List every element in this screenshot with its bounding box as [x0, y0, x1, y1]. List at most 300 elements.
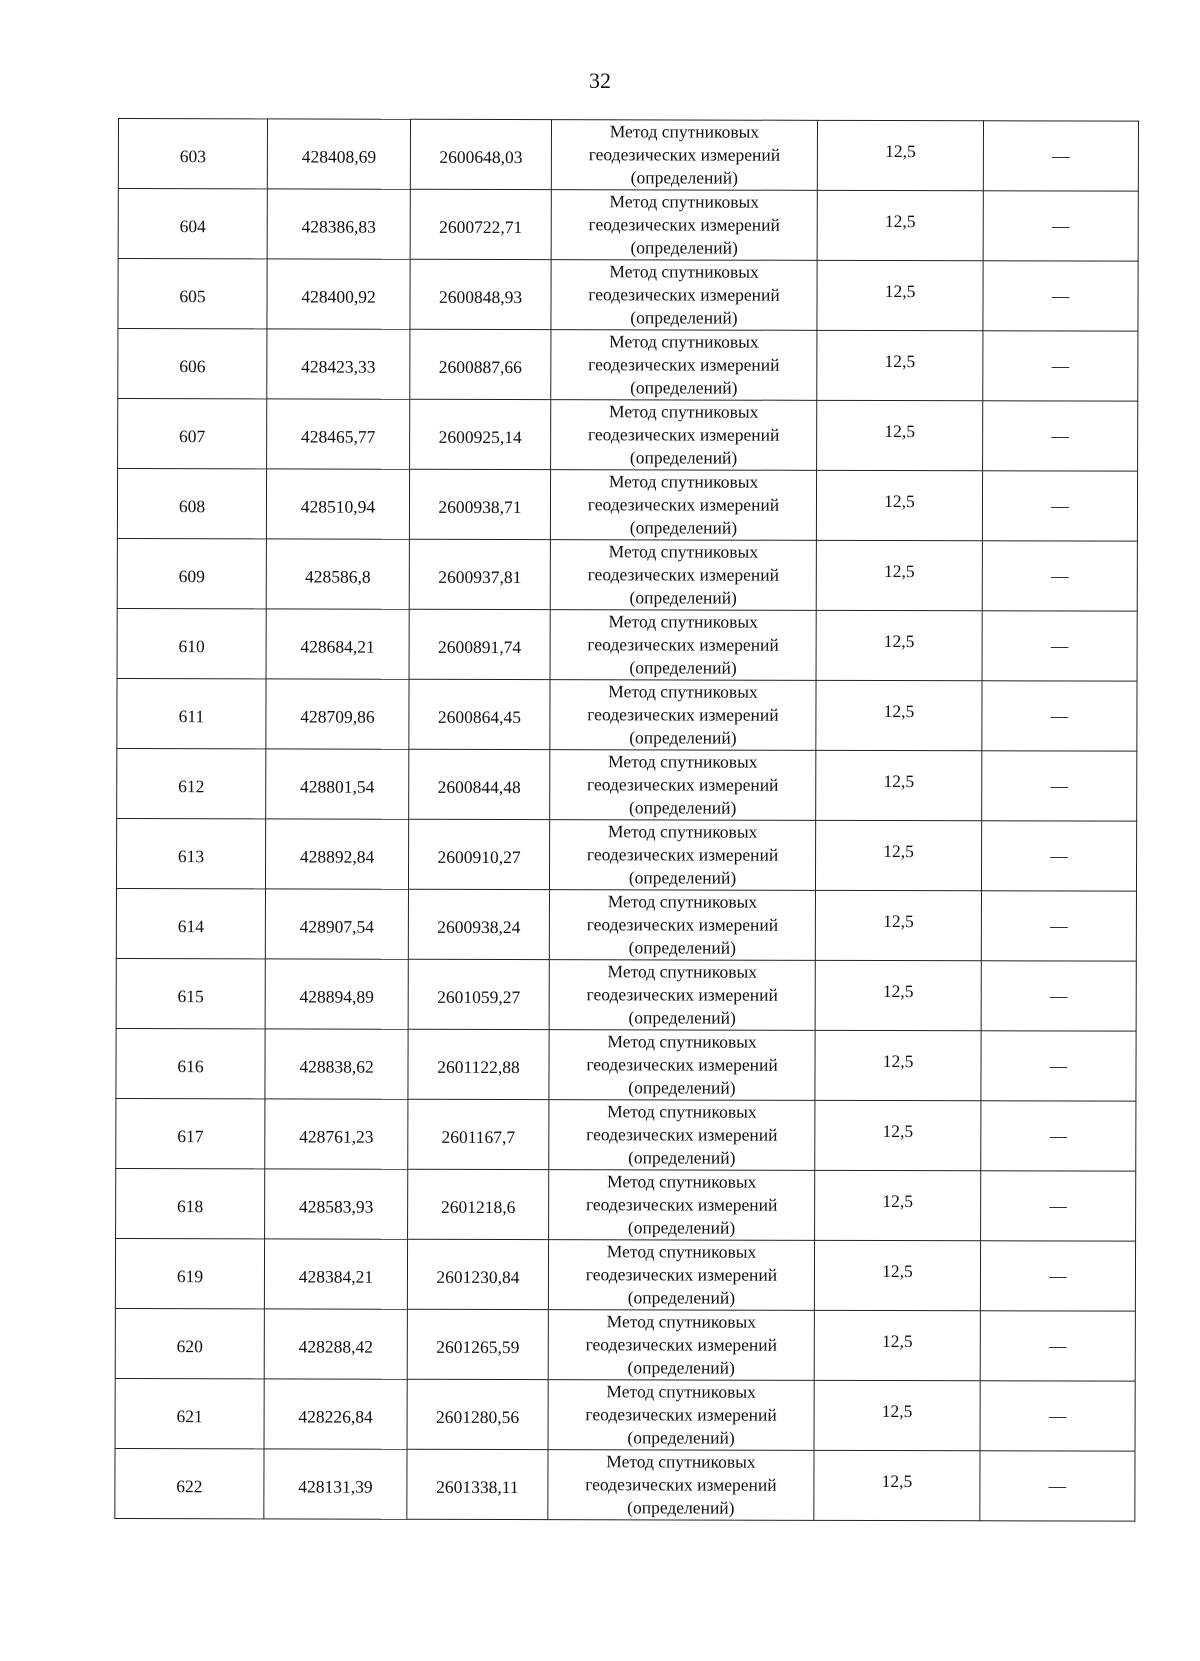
method-text-line: (определений): [627, 1427, 735, 1448]
x-coordinate-cell-text: 428838,62: [299, 1056, 374, 1077]
x-coordinate-cell-text: 428408,69: [301, 146, 377, 167]
method-text-line: (определений): [630, 167, 739, 188]
point-number-cell: [116, 958, 265, 1028]
note-cell: [982, 751, 1137, 821]
x-coordinate-cell: [265, 1029, 408, 1099]
y-coordinate-cell: [410, 259, 551, 329]
method-text-line: геодезических измерений: [585, 1194, 778, 1215]
x-coordinate-cell: [264, 1449, 407, 1519]
method-text-line: Метод спутниковых: [606, 1451, 756, 1472]
accuracy-cell-text: 12,5: [882, 1121, 914, 1142]
method-text-line: геодезических измерений: [587, 494, 780, 515]
note-cell-text: —: [1050, 705, 1069, 726]
method-text-line: геодезических измерений: [585, 1474, 777, 1495]
x-coordinate-cell-text: 428226,84: [298, 1406, 373, 1427]
point-number-cell-text: 620: [176, 1336, 203, 1357]
y-coordinate-cell-text: 2601059,27: [437, 986, 521, 1008]
y-coordinate-cell: [409, 749, 550, 819]
note-cell-text: —: [1050, 635, 1069, 656]
accuracy-cell: [816, 540, 982, 610]
note-cell: [980, 1311, 1135, 1381]
y-coordinate-cell-text: 2600848,93: [438, 286, 523, 308]
x-coordinate-cell-text: 428384,21: [298, 1266, 374, 1287]
y-coordinate-cell-text: 2600887,66: [438, 356, 522, 378]
y-coordinate-cell: [410, 189, 551, 259]
accuracy-cell-text: 12,5: [884, 351, 916, 372]
method-text-line: (определений): [629, 517, 738, 538]
method-text-line: геодезических измерений: [587, 564, 780, 585]
point-number-cell-text: 610: [178, 636, 205, 657]
method-text-line: Метод спутниковых: [609, 331, 759, 352]
y-coordinate-cell-text: 2600938,24: [437, 916, 521, 938]
accuracy-cell-text: 12,5: [884, 281, 916, 302]
method-text-line: (определений): [630, 307, 738, 328]
y-coordinate-cell-text: 2601338,11: [436, 1476, 519, 1498]
point-number-cell: [118, 259, 267, 329]
x-coordinate-cell-text: 428423,33: [301, 356, 376, 377]
note-cell-text: —: [1049, 1125, 1068, 1146]
accuracy-cell: [816, 610, 982, 680]
x-coordinate-cell-text: 428761,23: [299, 1126, 374, 1147]
note-cell-text: —: [1048, 1405, 1067, 1426]
method-text-line: (определений): [629, 587, 737, 608]
method-text-line: геодезических измерений: [586, 1054, 778, 1075]
point-number-cell-text: 614: [177, 916, 205, 937]
point-number-cell: [116, 1168, 265, 1238]
note-cell-text: —: [1050, 775, 1069, 796]
method-text-line: (определений): [630, 377, 738, 398]
table-row: [116, 958, 1136, 1031]
note-cell: [983, 191, 1138, 261]
method-text-line: (определений): [627, 1287, 736, 1308]
method-text-line: геодезических измерений: [585, 1404, 777, 1425]
point-number-cell-text: 619: [176, 1266, 204, 1287]
accuracy-cell: [817, 260, 983, 330]
accuracy-cell-text: 12,5: [882, 981, 914, 1002]
point-number-cell: [116, 1028, 265, 1098]
y-coordinate-cell: [410, 329, 551, 399]
x-coordinate-cell-text: 428907,54: [299, 916, 375, 937]
table-row: [115, 1238, 1135, 1311]
note-cell-text: —: [1051, 495, 1069, 516]
note-cell: [982, 471, 1137, 541]
x-coordinate-cell: [265, 959, 408, 1029]
x-coordinate-cell-text: 428801,54: [300, 776, 375, 797]
table-row: [117, 469, 1137, 542]
y-coordinate-cell: [408, 819, 549, 889]
table-row: [116, 1028, 1136, 1101]
accuracy-cell: [814, 1450, 980, 1520]
accuracy-cell: [817, 400, 983, 470]
note-cell-text: —: [1049, 1055, 1068, 1076]
method-text-line: (определений): [628, 797, 737, 818]
table-row: [117, 678, 1137, 751]
y-coordinate-cell: [408, 1029, 549, 1099]
table-row: [118, 189, 1138, 262]
y-coordinate-cell-text: 2601218,6: [440, 1196, 516, 1218]
accuracy-cell: [815, 890, 981, 960]
method-cell: [548, 1310, 814, 1381]
y-coordinate-cell-text: 2600844,48: [437, 776, 521, 798]
note-cell: [983, 121, 1138, 191]
method-text-line: геодезических измерений: [588, 284, 780, 305]
accuracy-cell: [817, 120, 983, 190]
note-cell-text: —: [1049, 1265, 1067, 1286]
method-text-line: геодезических измерений: [587, 704, 779, 725]
note-cell: [981, 821, 1136, 891]
method-cell: [548, 1380, 814, 1451]
note-cell-text: —: [1049, 1195, 1067, 1216]
y-coordinate-cell: [407, 1239, 548, 1309]
point-number-cell: [116, 818, 265, 888]
table-row: [116, 1098, 1136, 1171]
x-coordinate-cell-text: 428894,89: [299, 986, 374, 1007]
accuracy-cell: [814, 1310, 980, 1380]
method-cell: [549, 1170, 815, 1241]
note-cell-text: —: [1050, 845, 1068, 866]
point-number-cell-text: 616: [177, 1056, 204, 1077]
accuracy-cell-text: 12,5: [882, 1261, 913, 1282]
accuracy-cell-text: 12,5: [884, 421, 916, 442]
method-cell: [549, 1100, 815, 1171]
accuracy-cell-text: 12,5: [884, 211, 916, 232]
x-coordinate-cell: [267, 189, 410, 259]
table-row: [117, 608, 1137, 681]
method-text-line: Метод спутниковых: [606, 1171, 757, 1192]
note-cell: [981, 891, 1136, 961]
note-cell-text: —: [1051, 215, 1070, 236]
y-coordinate-cell: [410, 399, 551, 469]
method-text-line: Метод спутниковых: [609, 121, 760, 142]
y-coordinate-cell: [407, 1309, 548, 1379]
y-coordinate-cell: [408, 889, 549, 959]
accuracy-cell: [815, 960, 981, 1030]
accuracy-cell-text: 12,5: [883, 561, 915, 582]
x-coordinate-cell-text: 428400,92: [301, 286, 376, 307]
note-cell: [983, 331, 1138, 401]
method-text-line: геодезических измерений: [586, 1124, 778, 1145]
accuracy-cell-text: 12,5: [882, 1191, 914, 1212]
note-cell: [980, 1381, 1135, 1451]
note-cell: [981, 1101, 1136, 1171]
point-number-cell-text: 607: [179, 426, 206, 447]
y-coordinate-cell-text: 2600722,71: [439, 216, 523, 238]
point-number-cell: [117, 469, 266, 539]
note-cell: [980, 1241, 1135, 1311]
accuracy-cell-text: 12,5: [885, 141, 916, 162]
table-row: [118, 259, 1138, 332]
y-coordinate-cell: [410, 119, 551, 189]
note-cell-text: —: [1052, 145, 1070, 166]
point-number-cell-text: 608: [178, 496, 206, 517]
point-number-cell: [116, 1098, 265, 1168]
point-number-cell-text: 622: [176, 1476, 203, 1497]
method-text-line: геодезических измерений: [585, 1334, 778, 1355]
point-number-cell-text: 612: [178, 776, 205, 797]
method-text-line: (определений): [627, 1217, 736, 1238]
method-text-line: Метод спутниковых: [606, 1241, 757, 1262]
note-cell-text: —: [1051, 285, 1070, 306]
point-number-cell: [117, 678, 266, 748]
note-cell-text: —: [1048, 1475, 1067, 1496]
method-cell: [548, 1240, 814, 1311]
method-text-line: Метод спутниковых: [608, 541, 759, 562]
method-text-line: геодезических измерений: [586, 844, 779, 865]
method-cell: [548, 1450, 814, 1521]
note-cell: [981, 1031, 1136, 1101]
y-coordinate-cell: [409, 679, 550, 749]
method-text-line: Метод спутниковых: [607, 1031, 757, 1052]
y-coordinate-cell-text: 2600910,27: [437, 846, 521, 868]
y-coordinate-cell-text: 2601265,59: [436, 1336, 520, 1358]
method-text-line: Метод спутниковых: [607, 891, 758, 912]
method-text-line: геодезических измерений: [586, 914, 779, 935]
method-cell: [550, 750, 816, 821]
point-number-cell-text: 611: [178, 706, 205, 727]
method-text-line: (определений): [627, 1357, 735, 1378]
accuracy-cell: [814, 1240, 980, 1310]
note-cell: [983, 401, 1138, 471]
x-coordinate-cell: [265, 889, 408, 959]
point-number-cell-text: 609: [178, 566, 205, 587]
method-text-line: геодезических измерений: [588, 354, 780, 375]
y-coordinate-cell-text: 2600925,14: [438, 426, 522, 448]
method-text-line: геодезических измерений: [588, 214, 780, 235]
note-cell: [981, 1171, 1136, 1241]
method-cell: [551, 330, 817, 401]
accuracy-cell-text: 12,5: [881, 1471, 913, 1492]
method-text-line: Метод спутниковых: [608, 471, 759, 492]
method-text-line: (определений): [629, 657, 737, 678]
x-coordinate-cell-text: 428386,83: [301, 216, 376, 237]
method-text-line: (определений): [630, 237, 738, 258]
note-cell-text: —: [1051, 565, 1069, 586]
accuracy-cell-text: 12,5: [883, 911, 914, 932]
accuracy-cell: [814, 1380, 980, 1450]
y-coordinate-cell: [409, 539, 550, 609]
table-row: [118, 329, 1138, 402]
note-cell: [982, 541, 1137, 611]
accuracy-cell-text: 12,5: [882, 1051, 914, 1072]
method-text-line: Метод спутниковых: [609, 191, 760, 212]
table-row: [116, 818, 1136, 891]
accuracy-cell: [815, 1030, 981, 1100]
table-row: [118, 399, 1138, 472]
point-number-cell-text: 604: [179, 216, 206, 237]
x-coordinate-cell: [264, 1239, 407, 1309]
method-cell: [551, 400, 817, 471]
accuracy-cell-text: 12,5: [883, 841, 914, 862]
page-number: 32: [589, 68, 611, 93]
x-coordinate-cell: [266, 679, 409, 749]
x-coordinate-cell-text: 428684,21: [300, 636, 375, 657]
note-cell: [983, 261, 1138, 331]
table-row: [118, 119, 1138, 192]
method-text-line: Метод спутниковых: [607, 961, 758, 982]
note-cell-text: —: [1050, 915, 1068, 936]
x-coordinate-cell: [265, 1099, 408, 1169]
accuracy-cell-text: 12,5: [881, 1401, 913, 1422]
method-text-line: (определений): [628, 867, 737, 888]
method-cell: [550, 680, 816, 751]
table-row: [117, 538, 1137, 611]
point-number-cell: [115, 1238, 264, 1308]
y-coordinate-cell-text: 2601122,88: [437, 1056, 520, 1078]
x-coordinate-cell-text: 428288,42: [298, 1336, 373, 1357]
table-row: [115, 1378, 1135, 1451]
y-coordinate-cell-text: 2601167,7: [441, 1126, 516, 1148]
method-cell: [549, 820, 815, 891]
point-number-cell-text: 606: [179, 356, 206, 377]
method-cell: [551, 120, 817, 191]
note-cell-text: —: [1051, 355, 1070, 376]
note-cell: [980, 1451, 1135, 1521]
method-text-line: геодезических измерений: [587, 424, 780, 445]
method-text-line: Метод спутниковых: [608, 611, 758, 632]
y-coordinate-cell: [407, 1449, 548, 1519]
y-coordinate-cell-text: 2600937,81: [438, 566, 522, 588]
x-coordinate-cell-text: 428583,93: [298, 1196, 374, 1217]
note-cell-text: —: [1051, 425, 1069, 446]
y-coordinate-cell-text: 2600938,71: [438, 496, 522, 518]
point-number-cell-text: 603: [179, 146, 207, 167]
method-text-line: геодезических измерений: [587, 634, 779, 655]
note-cell: [982, 681, 1137, 751]
x-coordinate-cell: [264, 1379, 407, 1449]
coordinates-table: [114, 118, 1139, 1522]
point-number-cell: [117, 538, 266, 608]
y-coordinate-cell: [407, 1379, 548, 1449]
table-row: [117, 748, 1137, 821]
accuracy-cell: [816, 470, 982, 540]
method-cell: [549, 960, 815, 1031]
method-text-line: (определений): [629, 447, 738, 468]
method-cell: [551, 260, 817, 331]
accuracy-cell: [817, 330, 983, 400]
x-coordinate-cell: [265, 819, 408, 889]
y-coordinate-cell-text: 2600648,03: [439, 146, 523, 168]
x-coordinate-cell: [267, 259, 410, 329]
x-coordinate-cell-text: 428586,8: [304, 566, 371, 587]
note-cell: [982, 611, 1137, 681]
method-text-line: (определений): [628, 1077, 736, 1098]
coordinates-table-body: [115, 119, 1139, 1522]
method-cell: [550, 610, 816, 681]
y-coordinate-cell: [408, 959, 549, 1029]
x-coordinate-cell: [266, 539, 409, 609]
point-number-cell: [115, 1378, 264, 1448]
point-number-cell: [115, 1308, 264, 1378]
y-coordinate-cell: [409, 609, 550, 679]
method-text-line: (определений): [628, 1007, 736, 1028]
accuracy-cell-text: 12,5: [881, 1331, 913, 1352]
method-text-line: геодезических измерений: [587, 774, 779, 795]
x-coordinate-cell-text: 428709,86: [300, 706, 375, 727]
method-text-line: (определений): [627, 1497, 735, 1518]
point-number-cell: [117, 608, 266, 678]
method-text-line: Метод спутниковых: [609, 261, 759, 282]
x-coordinate-cell-text: 428510,94: [300, 496, 376, 517]
y-coordinate-cell-text: 2601230,84: [436, 1266, 520, 1288]
accuracy-cell-text: 12,5: [883, 771, 915, 792]
y-coordinate-cell: [408, 1099, 549, 1169]
point-number-cell: [115, 1448, 264, 1518]
method-cell: [551, 190, 817, 261]
note-cell-text: —: [1049, 985, 1068, 1006]
method-text-line: Метод спутниковых: [608, 751, 758, 772]
point-number-cell: [117, 748, 266, 818]
method-cell: [549, 1030, 815, 1101]
point-number-cell-text: 605: [179, 286, 206, 307]
x-coordinate-cell: [267, 399, 410, 469]
accuracy-cell: [817, 190, 983, 260]
point-number-cell-text: 618: [177, 1196, 204, 1217]
point-number-cell-text: 615: [177, 986, 204, 1007]
method-text-line: Метод спутниковых: [608, 681, 758, 702]
method-text-line: (определений): [628, 1147, 736, 1168]
x-coordinate-cell: [265, 1169, 408, 1239]
x-coordinate-cell: [267, 119, 410, 189]
table-row: [116, 888, 1136, 961]
method-text-line: геодезических измерений: [588, 144, 781, 165]
method-text-line: (определений): [629, 727, 737, 748]
note-cell-text: —: [1049, 1335, 1067, 1356]
x-coordinate-cell-text: 428131,39: [298, 1476, 373, 1497]
x-coordinate-cell-text: 428465,77: [300, 426, 376, 447]
point-number-cell-text: 613: [177, 846, 205, 867]
method-text-line: Метод спутниковых: [607, 821, 758, 842]
method-cell: [550, 470, 816, 541]
point-number-cell: [118, 189, 267, 259]
x-coordinate-cell: [266, 609, 409, 679]
point-number-cell: [118, 399, 267, 469]
accuracy-cell: [815, 1100, 981, 1170]
accuracy-cell: [815, 820, 981, 890]
x-coordinate-cell: [264, 1309, 407, 1379]
method-cell: [550, 540, 816, 611]
accuracy-cell-text: 12,5: [884, 491, 915, 512]
method-text-line: Метод спутниковых: [608, 401, 759, 422]
accuracy-cell: [816, 750, 982, 820]
method-text-line: Метод спутниковых: [607, 1101, 757, 1122]
x-coordinate-cell-text: 428892,84: [299, 846, 375, 867]
y-coordinate-cell: [409, 469, 550, 539]
y-coordinate-cell-text: 2601280,56: [436, 1406, 520, 1428]
method-text-line: геодезических измерений: [585, 1264, 778, 1285]
y-coordinate-cell-text: 2600891,74: [438, 636, 522, 658]
method-text-line: (определений): [628, 937, 737, 958]
table-row: [115, 1308, 1135, 1381]
point-number-cell-text: 617: [177, 1126, 204, 1147]
table-row: [115, 1448, 1135, 1521]
x-coordinate-cell: [267, 329, 410, 399]
accuracy-cell-text: 12,5: [883, 701, 915, 722]
method-text-line: Метод спутниковых: [606, 1381, 756, 1402]
accuracy-cell: [816, 680, 982, 750]
method-text-line: геодезических измерений: [586, 984, 778, 1005]
point-number-cell: [118, 119, 267, 189]
method-text-line: Метод спутниковых: [606, 1311, 757, 1332]
x-coordinate-cell: [266, 749, 409, 819]
point-number-cell: [118, 329, 267, 399]
note-cell: [981, 961, 1136, 1031]
point-number-cell: [116, 888, 265, 958]
y-coordinate-cell-text: 2600864,45: [437, 706, 522, 728]
y-coordinate-cell: [408, 1169, 549, 1239]
method-cell: [549, 890, 815, 961]
accuracy-cell-text: 12,5: [883, 631, 915, 652]
accuracy-cell: [815, 1170, 981, 1240]
